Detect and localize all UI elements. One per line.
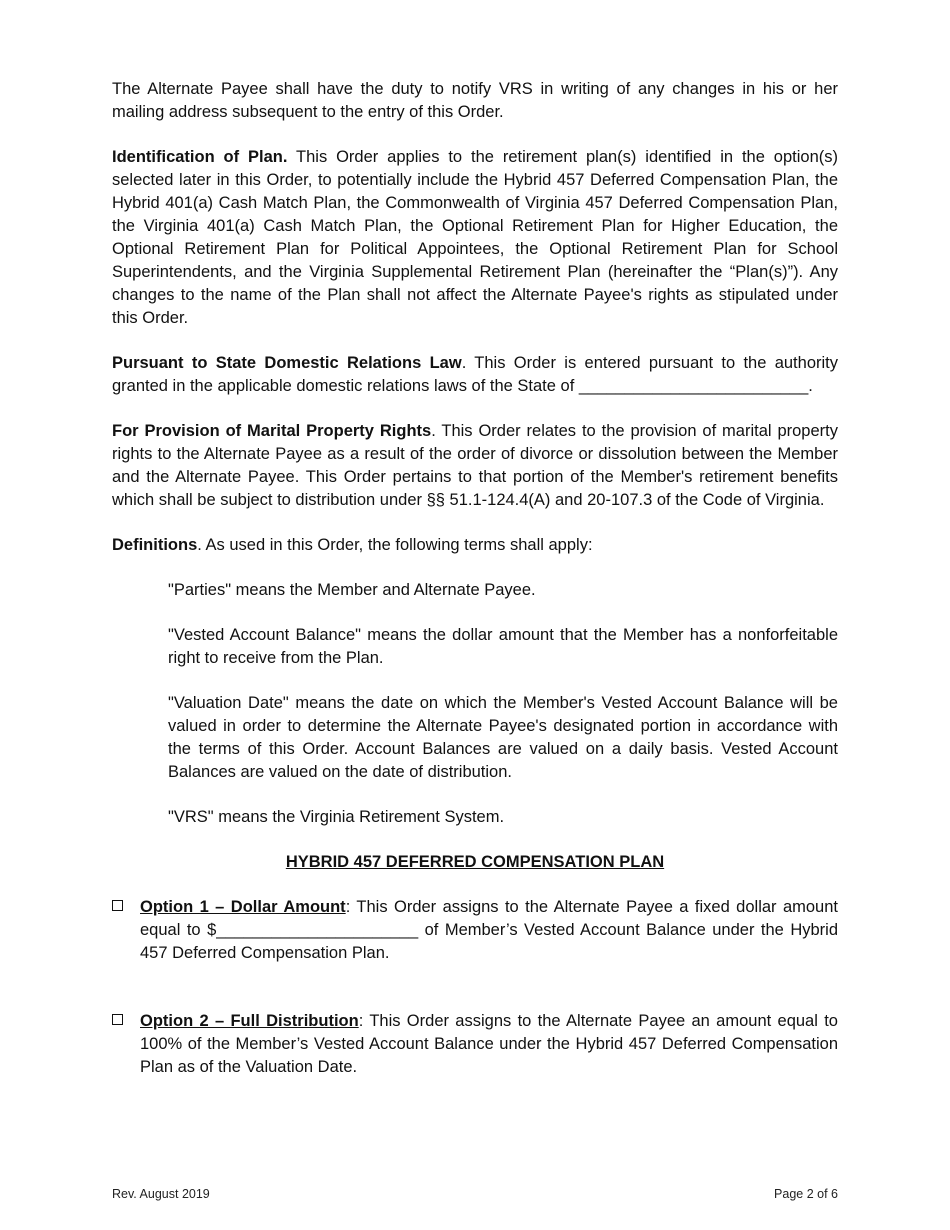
marital-text: . This Order relates to the provision of marital property rights to the Alternate Payee as a result of the order of divorce or dissolution between the Member and the Alternate Payee. This Order pertains to that portion of the Member's retirement benefits which shall be subject to distribution under §§ 51.1-124.4(A) and 20-107.3 of the Code of Virginia.: [112, 422, 838, 509]
document-page: [112, 78, 838, 1079]
identification-title: Identification of Plan.: [112, 148, 288, 166]
option-1-checkbox[interactable]: [112, 900, 123, 911]
definitions-title: Definitions: [112, 536, 198, 554]
identification-text: This Order applies to the retirement plan(s) identified in the option(s) selected later in this Order, to potentially include the Hybrid 457 Deferred Compensation Plan, the Hybrid 401(a) Cash Match Plan, the Commonwealth of Virginia 457 Deferred Compensation Plan, the Virginia 401(a) Cash Match Plan, the Optional Retirement Plan for Higher Education, the Optional Retirement Plan for Political Appointees, the Optional Retirement Plan for School Superintendents, and the Virginia Supplemental Retirement Plan (hereinafter the “Plan(s)”). Any changes to the name of the Plan shall not affect the Alternate Payee's rights as stipulated under this Order.: [112, 148, 838, 327]
option-1-label: Option 1 – Dollar Amount: [140, 898, 346, 916]
marital-paragraph: [112, 420, 838, 512]
footer-revision: Rev. August 2019: [112, 1187, 210, 1201]
option-2-text: : This Order assigns to the Alternate Payee an amount equal to 100% of the Member’s Vested Account Balance under the Hybrid 457 Deferred Compensation Plan as of the Valuation Date.: [140, 1012, 838, 1076]
section-heading: [112, 851, 838, 874]
definitions-text: . As used in this Order, the following terms shall apply:: [197, 536, 593, 554]
marital-title: For Provision of Marital Property Rights: [112, 422, 432, 440]
option-2: [112, 1010, 838, 1079]
definition-valuation-date: "Valuation Date" means the date on which the Member's Vested Account Balance will be valued in order to determine the Alternate Payee's designated portion in accordance with the terms of this Order. Account Balances are valued on a daily basis. Vested Account Balances are valued on the date of distribution.: [168, 694, 838, 781]
footer-page-number: Page 2 of 6: [774, 1187, 838, 1201]
option-1-text: : This Order assigns to the Alternate Payee a fixed dollar amount equal to $______________________ of Member’s Vested Account Balance under the Hybrid 457 Deferred Compensation Plan.: [140, 898, 838, 962]
option-2-checkbox[interactable]: [112, 1014, 123, 1025]
notify-paragraph: The Alternate Payee shall have the duty to notify VRS in writing of any changes in his or her mailing address subsequent to the entry of this Order.: [112, 80, 838, 121]
definitions-paragraph: [112, 534, 838, 557]
section-heading-text: HYBRID 457 DEFERRED COMPENSATION PLAN: [285, 853, 665, 871]
pursuant-text: . This Order is entered pursuant to the authority granted in the applicable domestic relations laws of the State of _________________________.: [112, 354, 838, 395]
definition-vrs: "VRS" means the Virginia Retirement System.: [168, 808, 505, 826]
option-2-label: Option 2 – Full Distribution: [140, 1012, 359, 1030]
pursuant-title: Pursuant to State Domestic Relations Law: [112, 354, 462, 372]
identification-paragraph: [112, 146, 838, 330]
definition-vested-account-balance: "Vested Account Balance" means the dollar amount that the Member has a nonforfeitable right to receive from the Plan.: [168, 626, 838, 667]
option-1: [112, 896, 838, 965]
definition-parties: "Parties" means the Member and Alternate Payee.: [168, 581, 536, 599]
pursuant-paragraph: [112, 352, 838, 398]
